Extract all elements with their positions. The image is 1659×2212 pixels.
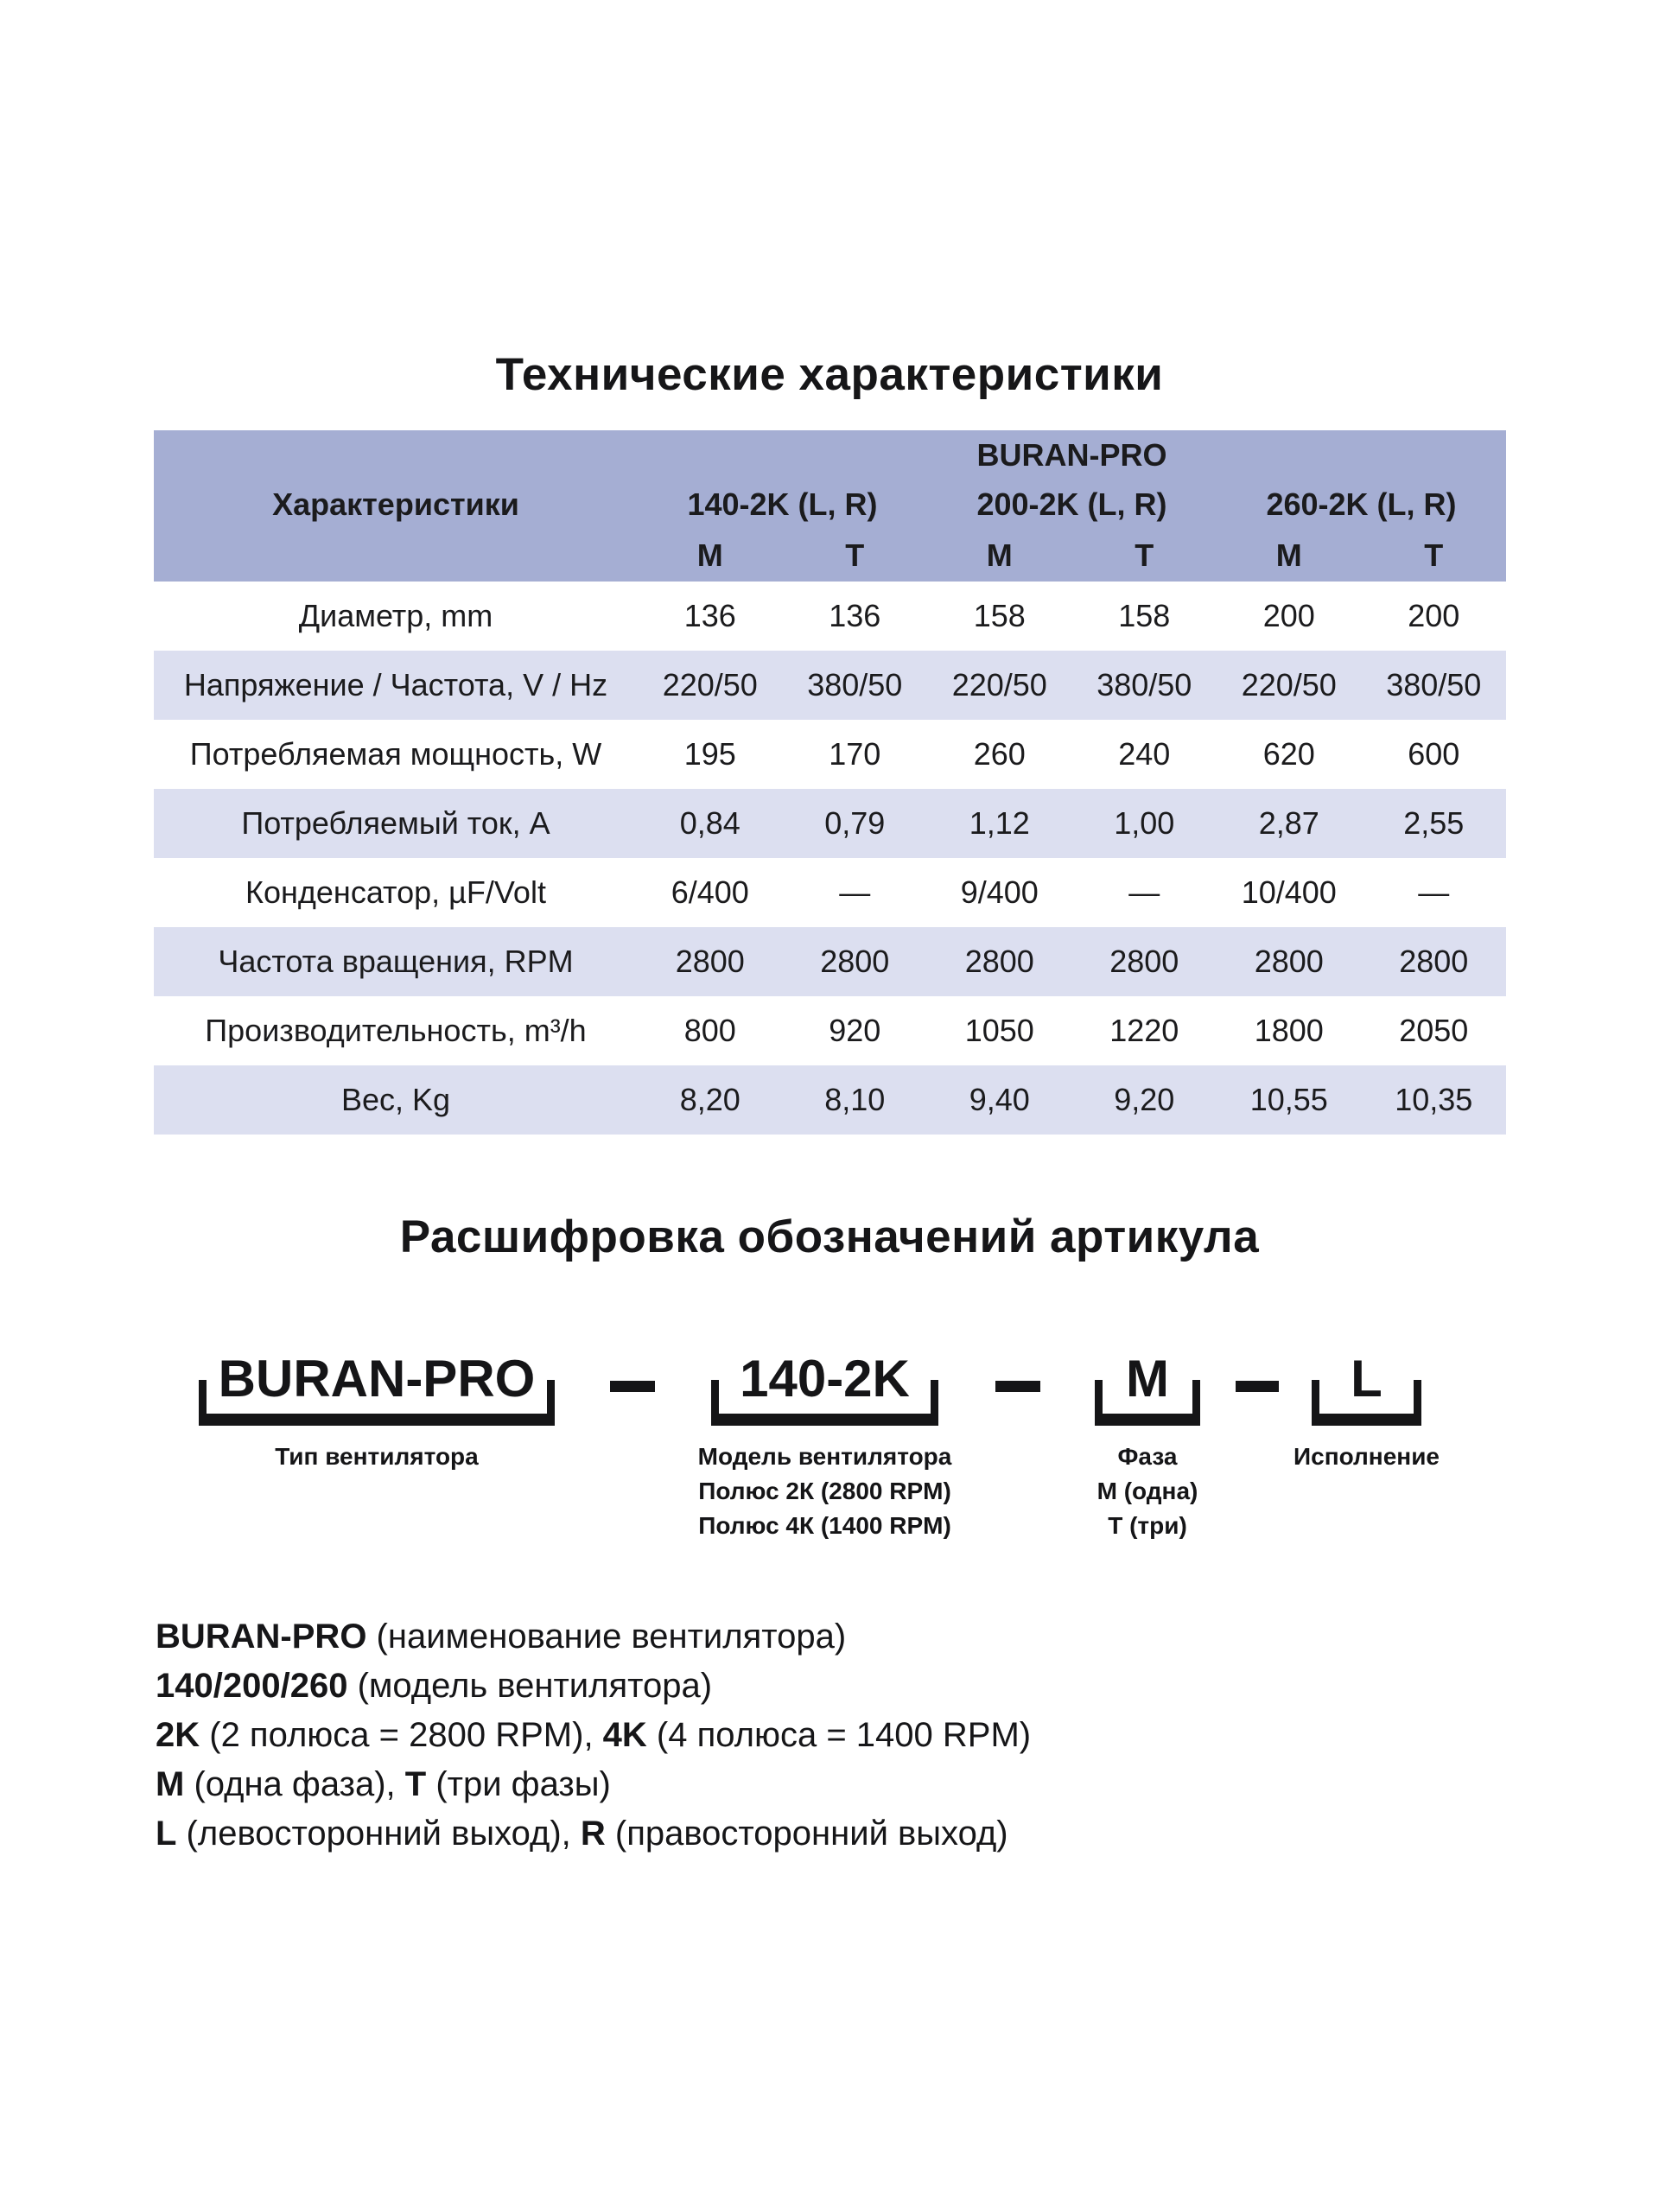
spec-label: Напряжение / Частота, V / Hz	[183, 667, 608, 702]
legend-term: T	[404, 1765, 427, 1803]
part-code: M	[1126, 1350, 1169, 1408]
part-labels	[698, 1440, 952, 1543]
legend-term: 2K	[156, 1716, 200, 1754]
spec-value: 220/50	[1241, 667, 1337, 702]
spec-label: Вес, Kg	[340, 1082, 451, 1117]
model-group-140: 140-2K (L, R)	[687, 486, 878, 522]
part-labels	[1097, 1440, 1198, 1543]
phase-col-header: T	[845, 537, 865, 573]
spec-value: 380/50	[807, 667, 903, 702]
spec-label: Потребляемый ток, А	[241, 805, 550, 841]
legend-description: (левосторонний выход),	[176, 1815, 581, 1853]
spec-value: 2800	[1109, 944, 1179, 979]
spec-value: 9,20	[1114, 1082, 1175, 1117]
spec-value: 1800	[1254, 1013, 1324, 1048]
phase-col-header: T	[1424, 537, 1444, 573]
legend-line	[156, 1612, 1503, 1662]
spec-value: 380/50	[1096, 667, 1192, 702]
part-label: Тип вентилятора	[275, 1443, 479, 1470]
part-label: Исполнение	[1294, 1443, 1440, 1470]
specifications-table	[154, 430, 1506, 1135]
spec-value: —	[1418, 874, 1450, 910]
spec-value: 2050	[1399, 1013, 1469, 1048]
part-code: L	[1351, 1350, 1382, 1408]
legend-term: 140/200/260	[156, 1667, 348, 1705]
separator-dash	[1236, 1381, 1279, 1392]
spec-value: 240	[1118, 736, 1171, 772]
spec-value: 200	[1408, 598, 1460, 633]
legend-description: (модель вентилятора)	[347, 1667, 713, 1705]
legend-description: (одна фаза),	[184, 1765, 405, 1803]
spec-value: 2800	[1399, 944, 1469, 979]
table-row	[154, 1065, 1506, 1135]
spec-value: 600	[1408, 736, 1460, 772]
spec-value: 2800	[964, 944, 1034, 979]
spec-value: 200	[1262, 598, 1315, 633]
brand-header: BURAN-PRO	[976, 436, 1167, 473]
part-code: 140-2K	[740, 1350, 910, 1408]
spec-label: Конденсатор, µF/Volt	[245, 874, 546, 910]
table-row	[154, 927, 1506, 996]
part-labels	[275, 1440, 478, 1474]
spec-value: 2800	[675, 944, 745, 979]
spec-label: Частота вращения, RPM	[218, 944, 574, 979]
spec-value: 2800	[1254, 944, 1324, 979]
part-label: Модель вентилятора	[697, 1443, 952, 1470]
phase-col-header: T	[1135, 537, 1154, 573]
legend-term: R	[580, 1815, 606, 1853]
spec-value: 136	[683, 598, 736, 633]
table-body	[154, 582, 1506, 1135]
model-group-200: 200-2K (L, R)	[976, 486, 1167, 522]
table-row	[154, 720, 1506, 789]
spec-value: 158	[973, 598, 1026, 633]
article-decoding-diagram	[0, 1339, 1659, 1633]
designation-legend	[156, 1612, 1503, 1859]
phase-col-header: M	[696, 537, 723, 573]
spec-value: 10,35	[1395, 1082, 1473, 1117]
model-group-260: 260-2K (L, R)	[1266, 486, 1457, 522]
table-header	[154, 430, 1506, 582]
part-label: Полюс 4К (1400 RPM)	[698, 1512, 951, 1539]
legend-description: (4 полюса = 1400 RPM)	[646, 1716, 1032, 1754]
spec-value: 9,40	[969, 1082, 1030, 1117]
legend-line	[156, 1809, 1503, 1859]
part-labels	[1294, 1440, 1440, 1474]
spec-value: 6/400	[671, 874, 749, 910]
legend-term: L	[156, 1815, 177, 1853]
characteristics-header: Характеристики	[272, 486, 519, 522]
part-label: Полюс 2К (2800 RPM)	[698, 1478, 951, 1504]
spec-value: 158	[1118, 598, 1171, 633]
spec-value: 1,00	[1114, 805, 1175, 841]
spec-value: —	[1128, 874, 1160, 910]
legend-line	[156, 1711, 1503, 1760]
legend-description: (три фазы)	[426, 1765, 611, 1803]
spec-value: 195	[683, 736, 736, 772]
spec-label: Производительность, m³/h	[205, 1013, 587, 1048]
part-code: BURAN-PRO	[218, 1350, 536, 1408]
part-label: Т (три)	[1108, 1512, 1187, 1539]
spec-value: 10,55	[1249, 1082, 1328, 1117]
spec-value: 2,87	[1258, 805, 1319, 841]
part-label: Фаза	[1117, 1443, 1178, 1470]
table-row	[154, 996, 1506, 1065]
spec-value: 260	[973, 736, 1026, 772]
spec-value: 1220	[1109, 1013, 1179, 1048]
table-row	[154, 582, 1506, 651]
spec-value: 220/50	[662, 667, 758, 702]
separator-dash	[610, 1381, 655, 1392]
spec-value: 1050	[964, 1013, 1034, 1048]
spec-value: 9/400	[960, 874, 1039, 910]
spec-value: 220/50	[951, 667, 1047, 702]
page-title-specs: Технические характеристики	[495, 349, 1164, 400]
spec-value: 8,20	[679, 1082, 741, 1117]
spec-value: 620	[1262, 736, 1315, 772]
legend-line	[156, 1662, 1503, 1711]
legend-term: BURAN-PRO	[156, 1618, 367, 1656]
legend-description: (2 полюса = 2800 RPM),	[200, 1716, 603, 1754]
phase-col-header: M	[986, 537, 1013, 573]
spec-value: 800	[683, 1013, 736, 1048]
spec-value: 1,12	[969, 805, 1030, 841]
legend-description: (правосторонний выход)	[605, 1815, 1008, 1853]
spec-value: 10/400	[1241, 874, 1337, 910]
legend-term: 4K	[602, 1716, 647, 1754]
spec-value: 170	[829, 736, 881, 772]
table-row	[154, 789, 1506, 858]
spec-label: Диаметр, mm	[298, 598, 493, 633]
spec-value: 8,10	[824, 1082, 886, 1117]
spec-value: 0,79	[824, 805, 886, 841]
spec-value: 920	[829, 1013, 881, 1048]
spec-value: 380/50	[1386, 667, 1482, 702]
spec-label: Потребляемая мощность, W	[189, 736, 602, 772]
spec-value: 0,84	[679, 805, 741, 841]
part-label: М (одна)	[1096, 1478, 1198, 1504]
legend-description: (наименование вентилятора)	[366, 1618, 847, 1656]
phase-col-header: M	[1275, 537, 1302, 573]
spec-value: 136	[829, 598, 881, 633]
spec-value: —	[839, 874, 871, 910]
legend-line	[156, 1760, 1503, 1809]
table-row	[154, 858, 1506, 927]
page-title-decoding: Расшифровка обозначений артикула	[399, 1211, 1260, 1262]
separator-dash	[995, 1381, 1040, 1392]
spec-value: 2800	[820, 944, 890, 979]
spec-value: 2,55	[1403, 805, 1465, 841]
legend-term: M	[156, 1765, 185, 1803]
table-row	[154, 651, 1506, 720]
